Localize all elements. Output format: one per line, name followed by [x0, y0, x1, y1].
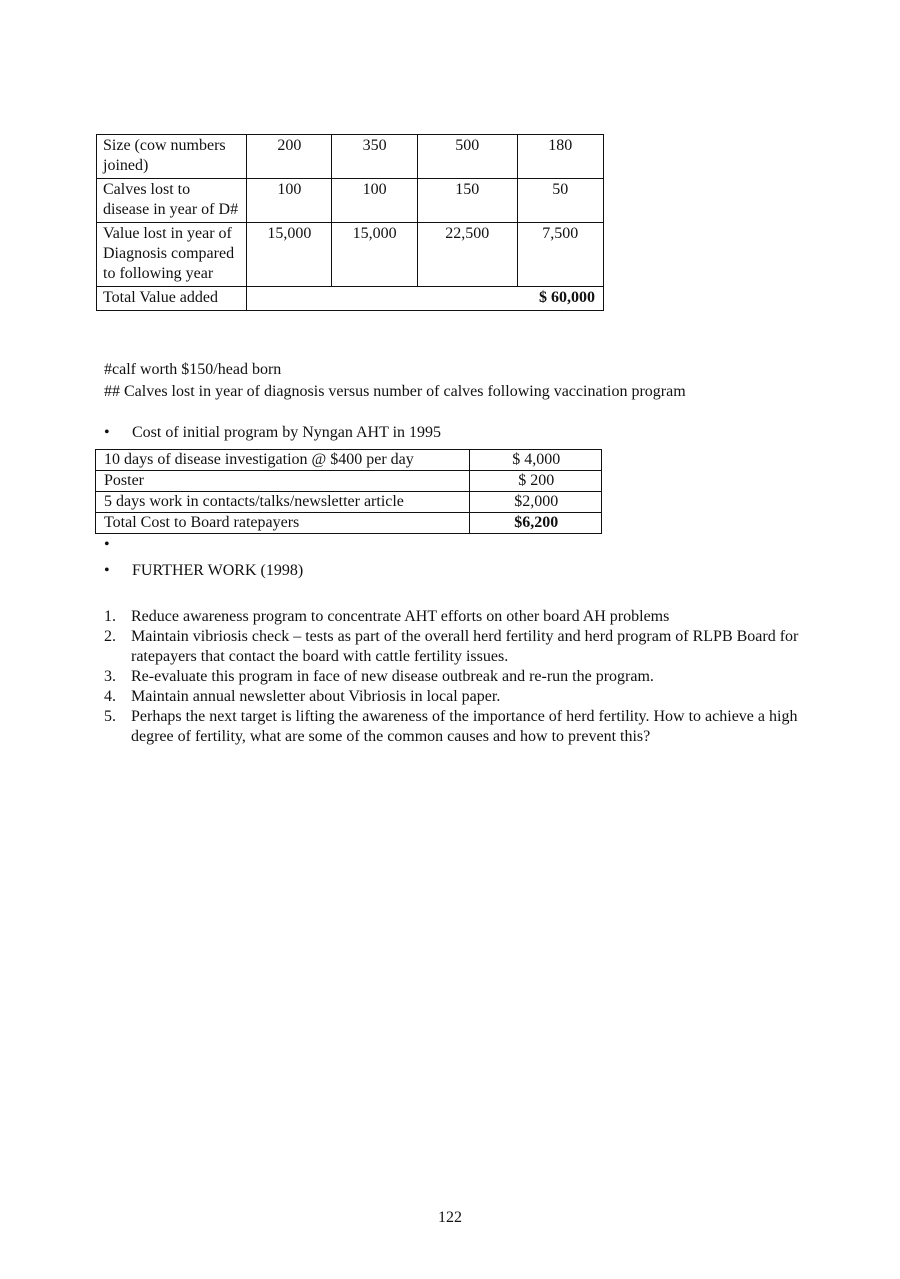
- total-value: $ 60,000: [247, 287, 604, 311]
- page-number: 122: [438, 1209, 462, 1226]
- cost-item: 10 days of disease investigation @ $400 per day: [96, 450, 470, 471]
- table-row: [96, 492, 602, 513]
- item-text: Reduce awareness program to concentrate AHT efforts on other board AH problems: [131, 608, 670, 625]
- bullet-icon: •: [104, 424, 110, 441]
- table-row: [96, 450, 602, 471]
- cell-value: 15,000: [332, 223, 417, 287]
- cell-value: 15,000: [247, 223, 332, 287]
- row-label: Calves lost to disease in year of D#: [97, 179, 247, 223]
- cell-value: 150: [417, 179, 517, 223]
- bullet-text: FURTHER WORK (1998): [132, 562, 304, 579]
- list-item: [104, 687, 804, 707]
- cell-value: 200: [247, 135, 332, 179]
- total-label: Total Value added: [97, 287, 247, 311]
- cost-value: $2,000: [469, 492, 601, 513]
- table-row: [97, 179, 604, 223]
- cell-value: 22,500: [417, 223, 517, 287]
- item-number: 5.: [104, 708, 116, 725]
- further-work-list: [104, 607, 804, 747]
- item-number: 1.: [104, 608, 116, 625]
- bullet-icon: •: [104, 536, 110, 553]
- row-label: Size (cow numbers joined): [97, 135, 247, 179]
- cell-value: 50: [517, 179, 603, 223]
- list-item: [104, 667, 804, 687]
- list-item: [104, 627, 804, 667]
- cost-value: $ 200: [469, 471, 601, 492]
- table-row-total: [96, 513, 602, 534]
- table-row-total: [97, 287, 604, 311]
- list-item: [104, 707, 804, 747]
- list-item: [104, 607, 804, 627]
- cell-value: 350: [332, 135, 417, 179]
- cost-total-label: Total Cost to Board ratepayers: [96, 513, 470, 534]
- row-label: Value lost in year of Diagnosis compared to following year: [97, 223, 247, 287]
- footnote-calf-worth: #calf worth $150/head born: [104, 361, 282, 378]
- footnote-calves-lost: ## Calves lost in year of diagnosis versus number of calves following vaccination program: [104, 383, 686, 400]
- cell-value: 100: [247, 179, 332, 223]
- cell-value: 500: [417, 135, 517, 179]
- bullet-text: Cost of initial program by Nyngan AHT in 1995: [132, 424, 442, 441]
- cost-value: $ 4,000: [469, 450, 601, 471]
- cell-value: 7,500: [517, 223, 603, 287]
- item-text: Re-evaluate this program in face of new disease outbreak and re-run the program.: [131, 668, 654, 685]
- table-row: [96, 471, 602, 492]
- item-text: Perhaps the next target is lifting the awareness of the importance of herd fertility. How to achieve a high degree of fertility, what are some of the common causes and how to prevent this?: [131, 708, 798, 745]
- item-text: Maintain annual newsletter about Vibriosis in local paper.: [131, 688, 501, 705]
- cost-item: 5 days work in contacts/talks/newsletter article: [96, 492, 470, 513]
- item-text: Maintain vibriosis check – tests as part of the overall herd fertility and herd program of RLPB Board for ratepayers that contact the board with cattle fertility issues.: [131, 628, 799, 665]
- bullet-cost-heading: [104, 423, 441, 443]
- table-row: [97, 135, 604, 179]
- empty-bullet: [104, 535, 132, 555]
- item-number: 3.: [104, 668, 116, 685]
- bullet-icon: •: [104, 562, 110, 579]
- cost-total-value: $6,200: [469, 513, 601, 534]
- table-row: [97, 223, 604, 287]
- herd-loss-table: [96, 134, 604, 311]
- item-number: 2.: [104, 628, 116, 645]
- bullet-further-work: [104, 561, 303, 581]
- program-cost-table: [95, 449, 602, 534]
- cost-item: Poster: [96, 471, 470, 492]
- cell-value: 100: [332, 179, 417, 223]
- cell-value: 180: [517, 135, 603, 179]
- item-number: 4.: [104, 688, 116, 705]
